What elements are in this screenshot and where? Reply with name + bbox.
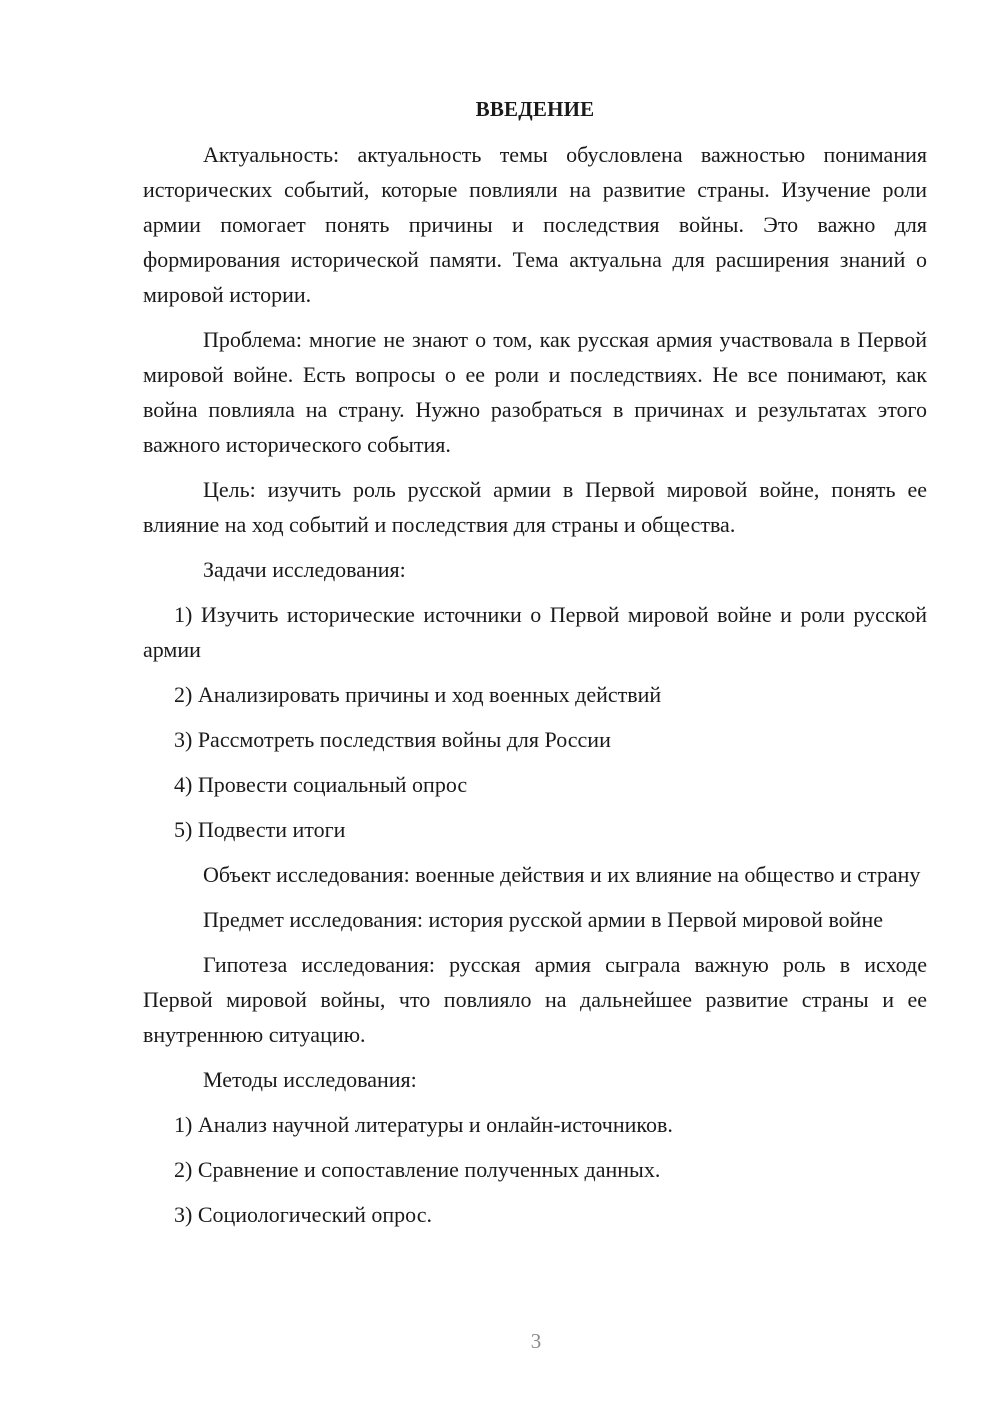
task-item: 3) Рассмотреть последствия войны для России [174, 727, 611, 752]
goal-paragraph: Цель: изучить роль русской армии в Первой мировой войне, понять ее влияние на ход событий и последствия для страны и общества. [143, 477, 927, 537]
task-item: 1) Изучить исторические источники о Первой мировой войне и роли русской армии [143, 602, 927, 662]
methods-heading: Методы исследования: [203, 1067, 417, 1092]
relevance-paragraph: Актуальность: актуальность темы обусловлена важностью понимания исторических событий, которые повлияли на развитие страны. Изучение роли армии помогает понять причины и последствия войны. Это важно для формирования исторической памяти. Тема актуальна для расширения знаний о мировой истории. [143, 142, 927, 307]
method-item: 1) Анализ научной литературы и онлайн-источников. [174, 1112, 673, 1137]
object-paragraph: Объект исследования: военные действия и их влияние на общество и страну [203, 862, 921, 887]
subject-paragraph: Предмет исследования: история русской армии в Первой мировой войне [203, 907, 883, 932]
document-page [143, 92, 927, 1232]
tasks-heading: Задачи исследования: [203, 557, 406, 582]
hypothesis-paragraph: Гипотеза исследования: русская армия сыграла важную роль в исходе Первой мировой войны, что повлияло на дальнейшее развитие страны и ее внутреннюю ситуацию. [143, 952, 927, 1047]
page-title: ВВЕДЕНИЕ [475, 97, 595, 121]
task-item: 2) Анализировать причины и ход военных действий [174, 682, 662, 707]
page-number: 3 [530, 1329, 542, 1353]
method-item: 2) Сравнение и сопоставление полученных данных. [174, 1157, 661, 1182]
method-item: 3) Социологический опрос. [174, 1202, 432, 1227]
task-item: 5) Подвести итоги [174, 817, 346, 842]
problem-paragraph: Проблема: многие не знают о том, как русская армия участвовала в Первой мировой войне. Есть вопросы о ее роли и последствиях. Не все понимают, как война повлияла на страну. Нужно разобраться в причинах и результатах этого важного исторического события. [143, 327, 927, 457]
task-item: 4) Провести социальный опрос [174, 772, 468, 797]
